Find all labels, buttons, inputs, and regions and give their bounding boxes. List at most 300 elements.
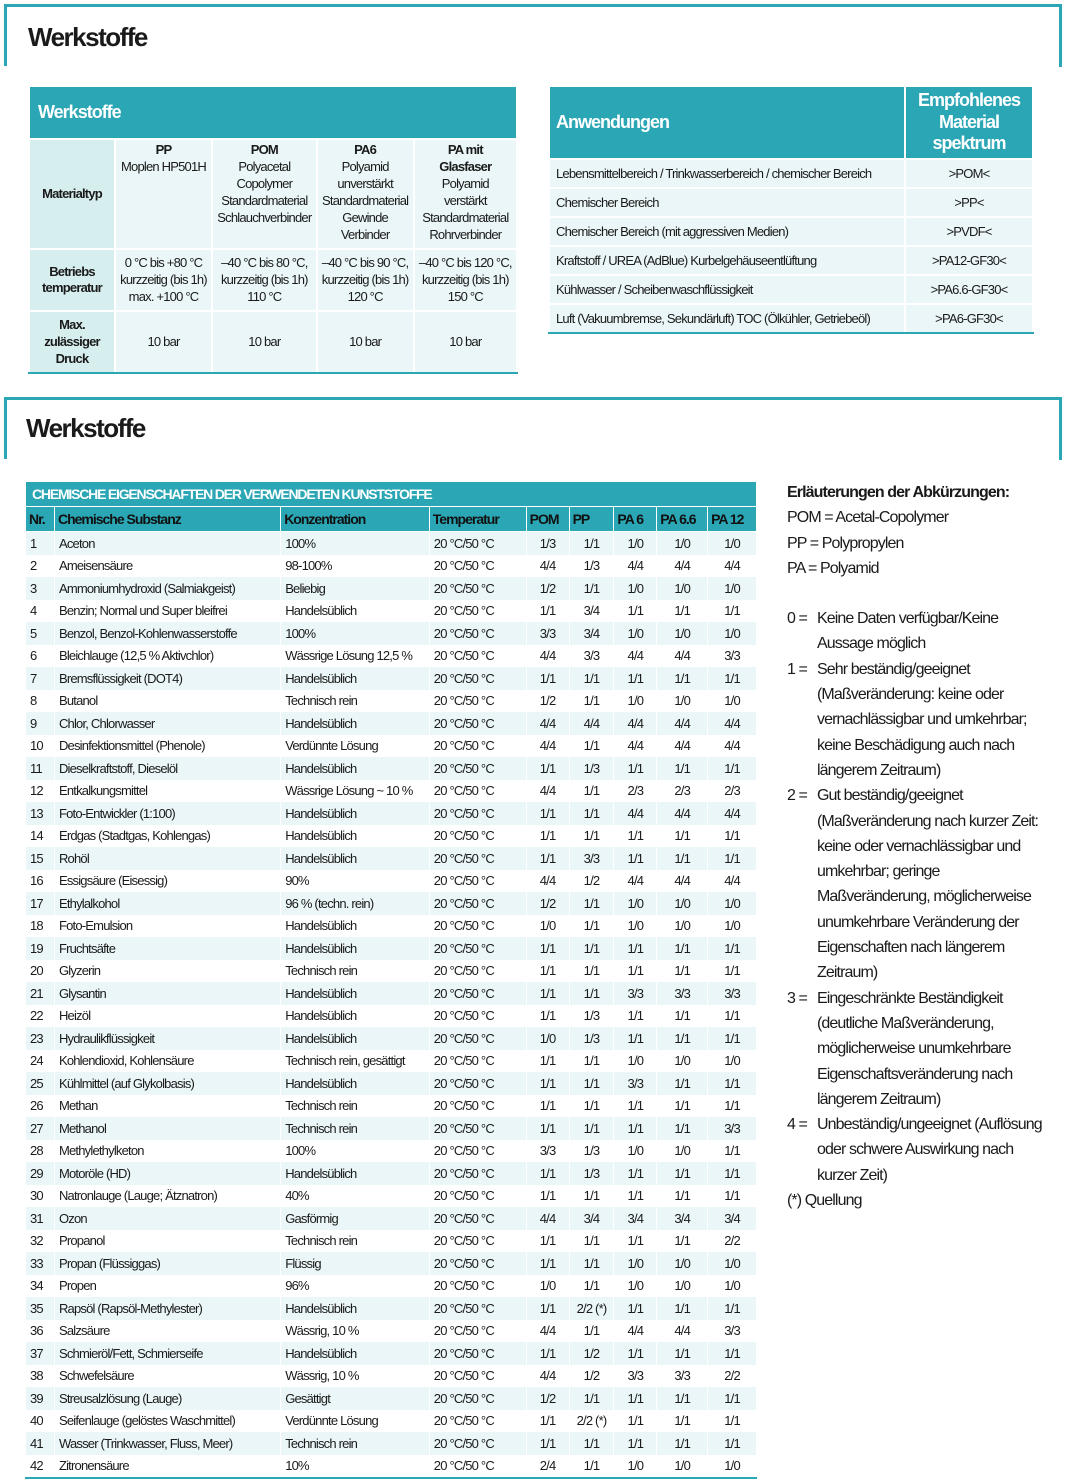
- cell-pa12: 1/1: [708, 1410, 757, 1433]
- cell-temperature: 20 °C/50 °C: [429, 1117, 526, 1140]
- table-row: [26, 870, 757, 893]
- cell-concentration: 96 % (techn. rein): [281, 892, 430, 915]
- cell-pp: 1/1: [569, 802, 614, 825]
- cell-pa6: 1/0: [614, 1275, 657, 1298]
- cell-pa12: 1/1: [708, 1072, 757, 1095]
- cell-pa66: 1/0: [657, 622, 708, 645]
- table-row: [26, 1387, 757, 1410]
- cell-pom: 1/2: [526, 577, 569, 600]
- cell-temperature: 20 °C/50 °C: [429, 960, 526, 983]
- cell-pom: 1/1: [526, 1297, 569, 1320]
- cell-pom: 3/3: [526, 622, 569, 645]
- cell-substance: Ozon: [54, 1207, 280, 1230]
- cell-temperature: 20 °C/50 °C: [429, 1050, 526, 1073]
- table-row: [26, 645, 757, 668]
- cell-pa66: 3/4: [657, 1207, 708, 1230]
- col-header-pa12: PA 12: [708, 507, 757, 532]
- table-row: [26, 1095, 757, 1118]
- table-row: [26, 1455, 757, 1479]
- cell-nr: 14: [26, 825, 55, 848]
- cell-nr: 16: [26, 870, 55, 893]
- cell-pom: 1/1: [526, 1050, 569, 1073]
- cell-temperature: 20 °C/50 °C: [429, 1387, 526, 1410]
- cell-concentration: Handelsüblich: [281, 757, 430, 780]
- cell-pp: 1/1: [569, 667, 614, 690]
- table-row: [26, 1252, 757, 1275]
- cell-concentration: 10%: [281, 1455, 430, 1479]
- cell-pp: 1/3: [569, 1162, 614, 1185]
- cell-pp: 1/3: [569, 757, 614, 780]
- cell-pa6: 1/1: [614, 847, 657, 870]
- cell-temperature: 20 °C/50 °C: [429, 712, 526, 735]
- temp-pp: 0 °C bis +80 °C kurzzeitig (bis 1h) max. +100 °C: [115, 249, 212, 311]
- cell-pa12: 4/4: [708, 555, 757, 578]
- table-row: [26, 1162, 757, 1185]
- cell-pa66: 4/4: [657, 1320, 708, 1343]
- table-row: [26, 915, 757, 938]
- cell-nr: 41: [26, 1432, 55, 1455]
- cell-pa6: 1/1: [614, 960, 657, 983]
- cell-substance: Benzin; Normal und Super bleifrei: [54, 600, 280, 623]
- cell-pa66: 4/4: [657, 555, 708, 578]
- cell-temperature: 20 °C/50 °C: [429, 555, 526, 578]
- cell-nr: 13: [26, 802, 55, 825]
- cell-pa6: 1/1: [614, 1297, 657, 1320]
- cell-substance: Foto-Entwickler (1:100): [54, 802, 280, 825]
- cell-substance: Kühlmittel (auf Glykolbasis): [54, 1072, 280, 1095]
- cell-temperature: 20 °C/50 °C: [429, 780, 526, 803]
- cell-pa66: 1/1: [657, 1387, 708, 1410]
- cell-temperature: 20 °C/50 °C: [429, 1432, 526, 1455]
- cell-concentration: 100%: [281, 622, 430, 645]
- cell-pa12: 1/1: [708, 757, 757, 780]
- cell-temperature: 20 °C/50 °C: [429, 577, 526, 600]
- cell-temperature: 20 °C/50 °C: [429, 847, 526, 870]
- cell-substance: Zitronensäure: [54, 1455, 280, 1479]
- cell-substance: Ameisensäure: [54, 555, 280, 578]
- cell-pa66: 1/1: [657, 1185, 708, 1208]
- cell-pom: 1/1: [526, 960, 569, 983]
- application-use: Luft (Vakuumbremse, Sekundärluft) TOC (Ölkühler, Getriebeöl): [549, 304, 905, 333]
- temp-pa6: –40 °C bis 90 °C, kurzzeitig (bis 1h) 120 °C: [317, 249, 414, 311]
- application-row: [549, 159, 1033, 188]
- cell-temperature: 20 °C/50 °C: [429, 825, 526, 848]
- cell-concentration: Handelsüblich: [281, 600, 430, 623]
- cell-concentration: Handelsüblich: [281, 802, 430, 825]
- cell-pa6: 4/4: [614, 1320, 657, 1343]
- cell-concentration: Handelsüblich: [281, 1297, 430, 1320]
- cell-pom: 1/1: [526, 1072, 569, 1095]
- cell-pa6: 1/1: [614, 1230, 657, 1253]
- table-row: [26, 1185, 757, 1208]
- cell-pa12: 3/3: [708, 645, 757, 668]
- cell-pp: 2/2 (*): [569, 1410, 614, 1433]
- cell-temperature: 20 °C/50 °C: [429, 892, 526, 915]
- cell-pa12: 2/2: [708, 1230, 757, 1253]
- cell-concentration: Verdünnte Lösung: [281, 735, 430, 758]
- cell-pa6: 3/3: [614, 982, 657, 1005]
- cell-pa12: 1/1: [708, 1162, 757, 1185]
- cell-pa12: 1/1: [708, 1095, 757, 1118]
- cell-pa66: 1/1: [657, 960, 708, 983]
- table-row: [26, 937, 757, 960]
- cell-pp: 1/1: [569, 1387, 614, 1410]
- cell-pa66: 1/1: [657, 600, 708, 623]
- cell-pa66: 1/1: [657, 1342, 708, 1365]
- cell-pom: 1/2: [526, 1387, 569, 1410]
- cell-pp: 1/1: [569, 780, 614, 803]
- cell-pom: 1/1: [526, 1252, 569, 1275]
- cell-pa66: 1/1: [657, 1005, 708, 1028]
- cell-pa66: 1/0: [657, 690, 708, 713]
- col-header-pa66: PA 6.6: [657, 507, 708, 532]
- cell-nr: 31: [26, 1207, 55, 1230]
- cell-pa66: 1/1: [657, 667, 708, 690]
- cell-pp: 1/1: [569, 1050, 614, 1073]
- cell-nr: 37: [26, 1342, 55, 1365]
- cell-concentration: 90%: [281, 870, 430, 893]
- application-material: >PA6-GF30<: [905, 304, 1033, 333]
- cell-temperature: 20 °C/50 °C: [429, 667, 526, 690]
- cell-concentration: Wässrige Lösung 12,5 %: [281, 645, 430, 668]
- application-row: [549, 217, 1033, 246]
- cell-pp: 1/1: [569, 982, 614, 1005]
- cell-pa12: 3/3: [708, 1320, 757, 1343]
- cell-pom: 1/1: [526, 1185, 569, 1208]
- cell-pa12: 4/4: [708, 802, 757, 825]
- cell-substance: Bleichlauge (12,5 % Aktivchlor): [54, 645, 280, 668]
- application-use: Chemischer Bereich (mit aggressiven Medien): [549, 217, 905, 246]
- table-row: [26, 555, 757, 578]
- cell-substance: Ammoniumhydroxid (Salmiakgeist): [54, 577, 280, 600]
- cell-pp: 1/3: [569, 1005, 614, 1028]
- cell-pp: 4/4: [569, 712, 614, 735]
- cell-substance: Chlor, Chlorwasser: [54, 712, 280, 735]
- cell-pa6: 4/4: [614, 645, 657, 668]
- cell-pa66: 3/3: [657, 1365, 708, 1388]
- cell-temperature: 20 °C/50 °C: [429, 532, 526, 555]
- cell-nr: 29: [26, 1162, 55, 1185]
- cell-nr: 25: [26, 1072, 55, 1095]
- cell-nr: 36: [26, 1320, 55, 1343]
- cell-pa12: 1/1: [708, 1297, 757, 1320]
- cell-pp: 1/1: [569, 690, 614, 713]
- cell-pom: 4/4: [526, 1207, 569, 1230]
- cell-concentration: Handelsüblich: [281, 1072, 430, 1095]
- cell-pa6: 4/4: [614, 712, 657, 735]
- cell-pa12: 1/1: [708, 1027, 757, 1050]
- cell-concentration: Verdünnte Lösung: [281, 1410, 430, 1433]
- cell-concentration: Handelsüblich: [281, 667, 430, 690]
- cell-pom: 1/1: [526, 802, 569, 825]
- cell-pa66: 1/0: [657, 1140, 708, 1163]
- cell-substance: Salzsäure: [54, 1320, 280, 1343]
- cell-temperature: 20 °C/50 °C: [429, 1162, 526, 1185]
- table-row: [26, 1365, 757, 1388]
- pressure-pa6: 10 bar: [317, 311, 414, 373]
- cell-pa66: 1/0: [657, 915, 708, 938]
- table-row: [26, 1117, 757, 1140]
- cell-pa12: 1/0: [708, 690, 757, 713]
- material-col-pp: PP Moplen HP501H: [115, 139, 212, 249]
- application-material: >PVDF<: [905, 217, 1033, 246]
- cell-substance: Methan: [54, 1095, 280, 1118]
- cell-nr: 32: [26, 1230, 55, 1253]
- cell-nr: 12: [26, 780, 55, 803]
- section-frame-bottom-left: [4, 397, 7, 459]
- cell-temperature: 20 °C/50 °C: [429, 802, 526, 825]
- cell-pa66: 1/0: [657, 1252, 708, 1275]
- cell-pp: 1/3: [569, 1140, 614, 1163]
- cell-concentration: Technisch rein, gesättigt: [281, 1050, 430, 1073]
- table-row: [26, 667, 757, 690]
- materials-table-header: Werkstoffe: [29, 86, 517, 139]
- cell-pom: 1/0: [526, 915, 569, 938]
- cell-nr: 26: [26, 1095, 55, 1118]
- cell-pa6: 1/1: [614, 937, 657, 960]
- cell-substance: Ethylalkohol: [54, 892, 280, 915]
- cell-pa6: 1/0: [614, 532, 657, 555]
- section-title-top: Werkstoffe: [28, 22, 147, 52]
- cell-temperature: 20 °C/50 °C: [429, 600, 526, 623]
- cell-substance: Hydraulikflüssigkeit: [54, 1027, 280, 1050]
- table-row: [26, 1275, 757, 1298]
- table-row: [26, 600, 757, 623]
- cell-temperature: 20 °C/50 °C: [429, 622, 526, 645]
- cell-nr: 23: [26, 1027, 55, 1050]
- cell-concentration: Handelsüblich: [281, 1342, 430, 1365]
- table-row: [26, 825, 757, 848]
- table-row: [26, 532, 757, 555]
- cell-nr: 15: [26, 847, 55, 870]
- cell-concentration: Gesättigt: [281, 1387, 430, 1410]
- cell-pp: 1/1: [569, 1320, 614, 1343]
- chemical-table-caption: CHEMISCHE EIGENSCHAFTEN DER VERWENDETEN KUNSTSTOFFE: [26, 482, 757, 507]
- application-use: Chemischer Bereich: [549, 188, 905, 217]
- table-row: [26, 847, 757, 870]
- cell-pa12: 1/0: [708, 1050, 757, 1073]
- cell-pa66: 1/0: [657, 1275, 708, 1298]
- cell-substance: Bremsflüssigkeit (DOT4): [54, 667, 280, 690]
- cell-pa12: 1/1: [708, 960, 757, 983]
- col-header-pa6: PA 6: [614, 507, 657, 532]
- table-row: [26, 960, 757, 983]
- cell-pom: 4/4: [526, 555, 569, 578]
- cell-nr: 3: [26, 577, 55, 600]
- cell-pa66: 4/4: [657, 802, 708, 825]
- application-use: Kraftstoff / UREA (AdBlue) Kurbelgehäuseentlüftung: [549, 246, 905, 275]
- cell-pa66: 1/1: [657, 937, 708, 960]
- cell-nr: 11: [26, 757, 55, 780]
- cell-pa66: 2/3: [657, 780, 708, 803]
- cell-pom: 4/4: [526, 870, 569, 893]
- col-header-pom: POM: [526, 507, 569, 532]
- cell-nr: 8: [26, 690, 55, 713]
- cell-nr: 17: [26, 892, 55, 915]
- cell-concentration: 100%: [281, 532, 430, 555]
- cell-pa12: 1/1: [708, 1005, 757, 1028]
- cell-pom: 4/4: [526, 780, 569, 803]
- cell-substance: Glysantin: [54, 982, 280, 1005]
- row-label-pressure: Max. zulässiger Druck: [29, 311, 115, 373]
- cell-pom: 1/1: [526, 937, 569, 960]
- cell-temperature: 20 °C/50 °C: [429, 757, 526, 780]
- cell-pa6: 1/1: [614, 1432, 657, 1455]
- cell-substance: Wasser (Trinkwasser, Fluss, Meer): [54, 1432, 280, 1455]
- cell-pom: 1/1: [526, 1117, 569, 1140]
- cell-pa6: 1/1: [614, 1117, 657, 1140]
- cell-pa6: 1/1: [614, 1162, 657, 1185]
- cell-substance: Foto-Emulsion: [54, 915, 280, 938]
- cell-pa12: 1/0: [708, 915, 757, 938]
- cell-substance: Schmieröl/Fett, Schmierseife: [54, 1342, 280, 1365]
- cell-nr: 27: [26, 1117, 55, 1140]
- cell-pa66: 1/1: [657, 1297, 708, 1320]
- cell-nr: 10: [26, 735, 55, 758]
- cell-concentration: 40%: [281, 1185, 430, 1208]
- cell-pa6: 1/1: [614, 1185, 657, 1208]
- cell-concentration: Wässrig, 10 %: [281, 1365, 430, 1388]
- cell-temperature: 20 °C/50 °C: [429, 915, 526, 938]
- col-header-nr: Nr.: [26, 507, 55, 532]
- cell-pa6: 1/0: [614, 577, 657, 600]
- table-row: [26, 1432, 757, 1455]
- cell-pa6: 1/0: [614, 690, 657, 713]
- cell-pa6: 4/4: [614, 735, 657, 758]
- cell-substance: Benzol, Benzol-Kohlenwasserstoffe: [54, 622, 280, 645]
- cell-pom: 1/1: [526, 1162, 569, 1185]
- pressure-pa-gf: 10 bar: [414, 311, 517, 373]
- row-label-temperature: Betriebs temperatur: [29, 249, 115, 311]
- application-row: [549, 275, 1033, 304]
- col-header-substance: Chemische Substanz: [54, 507, 280, 532]
- cell-pp: 1/2: [569, 1365, 614, 1388]
- cell-concentration: Technisch rein: [281, 1432, 430, 1455]
- cell-concentration: Handelsüblich: [281, 825, 430, 848]
- cell-pa6: 4/4: [614, 870, 657, 893]
- cell-temperature: 20 °C/50 °C: [429, 1410, 526, 1433]
- cell-pa6: 1/0: [614, 1455, 657, 1479]
- legend-item: 4 = Unbeständig/ungeeignet (Auflösung oder schwere Auswirkung nach kurzer Zeit): [787, 1116, 1042, 1184]
- application-row: [549, 304, 1033, 333]
- cell-pom: 1/0: [526, 1275, 569, 1298]
- cell-pa6: 1/0: [614, 1050, 657, 1073]
- cell-substance: Glyzerin: [54, 960, 280, 983]
- table-row: [26, 735, 757, 758]
- cell-substance: Natronlauge (Lauge; Ätznatron): [54, 1185, 280, 1208]
- cell-pom: 1/1: [526, 1342, 569, 1365]
- cell-pom: 1/1: [526, 825, 569, 848]
- cell-concentration: Handelsüblich: [281, 1162, 430, 1185]
- cell-nr: 21: [26, 982, 55, 1005]
- cell-pa12: 1/1: [708, 847, 757, 870]
- cell-temperature: 20 °C/50 °C: [429, 1005, 526, 1028]
- cell-pa66: 1/1: [657, 1230, 708, 1253]
- cell-pa66: 1/1: [657, 825, 708, 848]
- cell-pp: 1/3: [569, 555, 614, 578]
- table-row: [26, 780, 757, 803]
- cell-concentration: Gasförmig: [281, 1207, 430, 1230]
- legend-abbr-pom: POM = Acetal-Copolymer: [787, 509, 949, 527]
- cell-concentration: Handelsüblich: [281, 1005, 430, 1028]
- cell-nr: 38: [26, 1365, 55, 1388]
- cell-pom: 1/2: [526, 690, 569, 713]
- table-row: [26, 757, 757, 780]
- cell-pa12: 1/0: [708, 532, 757, 555]
- temp-pom: –40 °C bis 80 °C, kurzzeitig (bis 1h) 110 °C: [212, 249, 317, 311]
- table-row: [26, 1410, 757, 1433]
- cell-temperature: 20 °C/50 °C: [429, 982, 526, 1005]
- cell-pp: 1/2: [569, 870, 614, 893]
- legend-abbr-pa: PA = Polyamid: [787, 559, 879, 577]
- table-row: [26, 1320, 757, 1343]
- cell-temperature: 20 °C/50 °C: [429, 937, 526, 960]
- cell-nr: 33: [26, 1252, 55, 1275]
- cell-concentration: Technisch rein: [281, 960, 430, 983]
- cell-pa6: 2/3: [614, 780, 657, 803]
- cell-concentration: Technisch rein: [281, 1230, 430, 1253]
- cell-substance: Schwefelsäure: [54, 1365, 280, 1388]
- table-row: [26, 1027, 757, 1050]
- cell-concentration: Wässrig, 10 %: [281, 1320, 430, 1343]
- cell-pp: 2/2 (*): [569, 1297, 614, 1320]
- cell-pom: 1/0: [526, 1027, 569, 1050]
- cell-pp: 3/4: [569, 622, 614, 645]
- cell-pp: 1/1: [569, 892, 614, 915]
- cell-pp: 1/1: [569, 1432, 614, 1455]
- cell-pa66: 1/0: [657, 577, 708, 600]
- table-row: [26, 1072, 757, 1095]
- cell-pa66: 3/3: [657, 982, 708, 1005]
- cell-pp: 1/1: [569, 577, 614, 600]
- cell-pom: 1/1: [526, 667, 569, 690]
- cell-pa12: 1/1: [708, 1387, 757, 1410]
- table-row: [26, 1207, 757, 1230]
- cell-nr: 22: [26, 1005, 55, 1028]
- cell-pom: 1/1: [526, 1095, 569, 1118]
- cell-substance: Butanol: [54, 690, 280, 713]
- cell-substance: Entkalkungsmittel: [54, 780, 280, 803]
- cell-pa66: 1/0: [657, 1050, 708, 1073]
- cell-pp: 1/3: [569, 1027, 614, 1050]
- cell-pom: 1/1: [526, 1410, 569, 1433]
- cell-pp: 3/4: [569, 600, 614, 623]
- cell-nr: 20: [26, 960, 55, 983]
- table-row: [26, 1230, 757, 1253]
- cell-temperature: 20 °C/50 °C: [429, 1252, 526, 1275]
- cell-pa12: 1/0: [708, 577, 757, 600]
- table-row: [26, 622, 757, 645]
- cell-pa12: 1/1: [708, 1342, 757, 1365]
- legend-title: Erläuterungen der Abkürzungen:: [787, 484, 1010, 501]
- cell-concentration: Handelsüblich: [281, 915, 430, 938]
- cell-pa6: 1/1: [614, 1005, 657, 1028]
- cell-pa6: 1/1: [614, 1387, 657, 1410]
- cell-pom: 1/1: [526, 1005, 569, 1028]
- cell-substance: Methylethylketon: [54, 1140, 280, 1163]
- cell-temperature: 20 °C/50 °C: [429, 1455, 526, 1479]
- cell-pom: 1/1: [526, 847, 569, 870]
- cell-concentration: Wässrige Lösung ~ 10 %: [281, 780, 430, 803]
- cell-pa6: 3/4: [614, 1207, 657, 1230]
- cell-pom: 1/1: [526, 1432, 569, 1455]
- cell-pa12: 1/0: [708, 1275, 757, 1298]
- cell-pom: 4/4: [526, 735, 569, 758]
- cell-concentration: Handelsüblich: [281, 1027, 430, 1050]
- cell-substance: Propanol: [54, 1230, 280, 1253]
- cell-pa6: 1/1: [614, 757, 657, 780]
- cell-pa6: 1/1: [614, 667, 657, 690]
